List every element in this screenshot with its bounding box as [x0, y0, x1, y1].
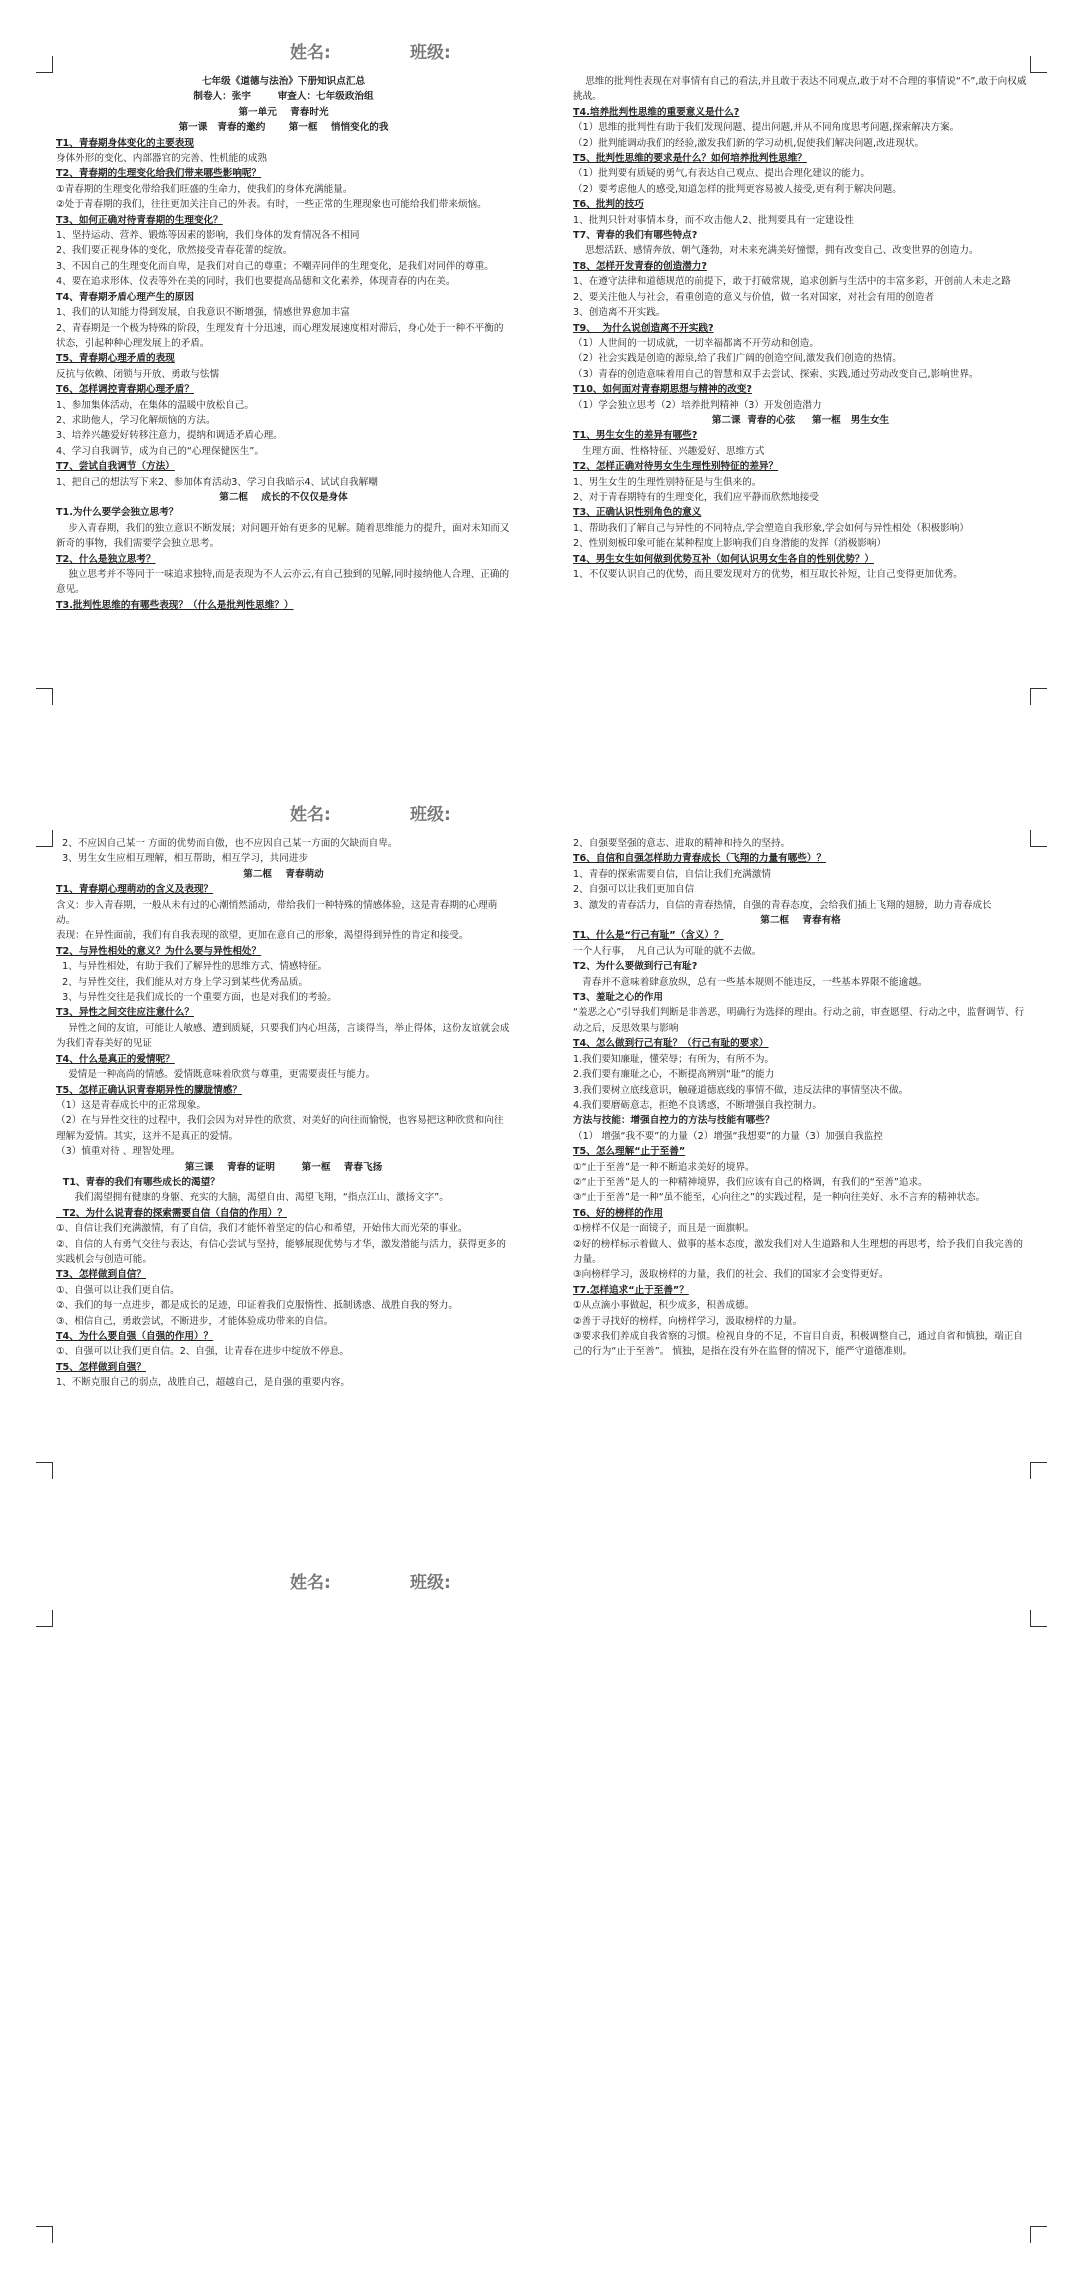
text-line: （1）学会独立思考（2）培养批判精神（3）开发创造潜力 — [573, 399, 822, 411]
page-3 — [0, 1520, 1080, 2286]
crop-mark — [1030, 56, 1047, 73]
question-heading: T7、尝试自我调节（方法） — [56, 461, 175, 473]
name-label: 姓名: — [290, 43, 331, 63]
text-line: 3、创造离不开实践。 — [573, 307, 666, 319]
text-line: 4、学习自我调节，成为自己的“心理保健医生”。 — [56, 445, 264, 457]
text-line: ①、自强可以让我们更自信。2、自强，让青春在进步中绽放不停息。 — [56, 1346, 349, 1358]
text-line: （2）在与异性交往的过程中，我们会因为对异性的欣赏、对美好的向往而愉悦，也容易把这种欣赏和向往理解为爱情。其实，这并不是真正的爱情。 — [56, 1115, 504, 1142]
question-heading: T4、什么是真正的爱情呢？ — [56, 1053, 175, 1065]
section-title: 第三课 青春的证明 第一框 青春飞扬 — [184, 1161, 383, 1173]
text-line: 1、我们的认知能力得到发展，自我意识不断增强，情感世界愈加丰富 — [56, 307, 350, 319]
crop-mark — [36, 830, 53, 847]
text-line: 1、男生女生的生理性别特征是与生俱来的。 — [573, 476, 762, 488]
question-heading: T6、批判的技巧 — [573, 199, 644, 211]
text-line: 一个人行事， 凡自己认为可耻的就不去做。 — [573, 945, 762, 957]
question-heading: 方法与技能：增强自控力的方法与技能有哪些？ — [573, 1115, 775, 1127]
question-heading: T2、为什么要做到行己有耻? — [573, 961, 698, 973]
text-line: ②处于青春期的我们，往往更加关注自己的外表。有时，一些正常的生理现象也可能给我们带来烦恼。 — [56, 199, 487, 211]
question-heading: T3、异性之间交往应注意什么？ — [56, 1007, 194, 1019]
question-heading: T2、怎样正确对待男女生生理性别特征的差异？ — [573, 461, 779, 473]
class-label: 班级: — [410, 43, 451, 63]
name-label: 姓名: — [290, 1573, 331, 1593]
crop-mark — [1030, 1462, 1047, 1479]
text-line: ③要求我们养成自我省察的习惯。检视自身的不足，不盲目自责，积极调整自己，通过自省和慎独，端正自己的行为“止于至善”。 慎独，是指在没有外在监督的情况下，能严守道德准则。 — [573, 1331, 1023, 1358]
section-title: 第二框 青春萌动 — [243, 868, 324, 880]
class-label: 班级: — [410, 1573, 451, 1593]
text-line: 2、青春期是一个极为特殊的阶段，生理发育十分迅速，而心理发展速度相对滞后，身心处于一种不平衡的状态，引起种种心理发展上的矛盾。 — [56, 322, 504, 349]
text-line: （2）要考虑他人的感受,知道怎样的批判更容易被人接受,更有利于解决问题。 — [573, 183, 902, 195]
text-line: ②“止于至善”是人的一种精神境界，我们应该有自己的格调，有我们的“至善”追求。 — [573, 1176, 928, 1188]
text-line: ②、我们的每一点进步，都是成长的足迹，印证着我们克服惰性、抵制诱惑、战胜自我的努力。 — [56, 1300, 458, 1312]
right-column — [573, 836, 1028, 1456]
question-heading: T1、青春期身体变化的主要表现 — [56, 137, 194, 149]
question-heading: T4、为什么要自强（自强的作用）？ — [56, 1331, 214, 1342]
text-line: 2、与异性交往，我们能从对方身上学习到某些优秀品质。 — [56, 976, 309, 988]
left-column — [56, 74, 511, 684]
text-line: 1、把自己的想法写下来2、参加体育活动3、学习自我暗示4、试试自我解嘲 — [56, 476, 378, 488]
text-line: 2、不应因自己某一 方面的优势而自傲，也不应因自己某一方面的欠缺而自卑。 — [56, 838, 398, 849]
question-heading: T3、正确认识性别角色的意义 — [573, 507, 702, 519]
section-title: 七年级《道德与法治》下册知识点汇总 — [201, 76, 366, 87]
crop-mark — [36, 1610, 53, 1627]
text-line: 3、激发的青春活力，自信的青春热情，自强的青春态度，会给我们插上飞翔的翅膀，助力青春成长 — [573, 899, 992, 911]
text-line: 4.我们要磨砺意志，拒绝不良诱惑，不断增强自我控制力。 — [573, 1099, 822, 1111]
section-title: 第二框 青春有格 — [760, 915, 841, 927]
crop-mark — [1030, 688, 1047, 705]
question-heading: T4、男生女生如何做到优势互补（如何认识男女生各自的性别优势？） — [573, 553, 875, 565]
text-line: ①、自强可以让我们更自信。 — [56, 1284, 180, 1296]
text-line: 我们渴望拥有健康的身躯、充实的大脑，渴望自由、渴望飞翔，“指点江山、激扬文字”。 — [56, 1192, 449, 1204]
question-heading: T1、男生女生的差异有哪些? — [573, 430, 698, 442]
text-line: 3、不因自己的生理变化而自卑，是我们对自己的尊重；不嘲弄同伴的生理变化，是我们对同伴的尊重。 — [56, 260, 494, 272]
crop-mark — [36, 1462, 53, 1479]
text-line: 2、我们要正视身体的变化，欣然接受青春花蕾的绽放。 — [56, 245, 293, 257]
text-line: （1）思维的批判性有助于我们发现问题、提出问题,并从不同角度思考问题,探索解决方案。 — [573, 122, 960, 134]
class-label: 班级: — [410, 805, 451, 825]
question-heading: T3、怎样做到自信？ — [56, 1269, 146, 1281]
text-line: ①榜样不仅是一面镜子，而且是一面旗帜。 — [573, 1223, 755, 1235]
text-line: 思维的批判性表现在对事情有自己的看法,并且敢于表达不同观点,敢于对不合理的事情说“不”,敢于向权威挑战。 — [573, 76, 1027, 103]
text-line: 2、自强要坚强的意志、进取的精神和持久的坚持。 — [573, 838, 791, 849]
text-line: （3）慎重对待 、理智处理。 — [56, 1146, 181, 1158]
text-line: 2、求助他人，学习化解烦恼的方法。 — [56, 414, 216, 426]
crop-mark — [1030, 1610, 1047, 1627]
text-line: 步入青春期，我们的独立意识不断发展；对问题开始有更多的见解。随着思维能力的提升，面对未知而又新奇的事物，我们需要学会独立思考。 — [56, 522, 510, 550]
text-line: （2）批判能调动我们的经验,激发我们新的学习动机,促使我们解决问题,改进现状。 — [573, 137, 925, 149]
text-line: 2、性别刻板印象可能在某种程度上影响我们自身潜能的发挥（消极影响） — [573, 538, 887, 550]
text-line: （1）这是青春成长中的正常现象。 — [56, 1099, 207, 1111]
text-line: ③“止于至善”是一种“虽不能至，心向往之”的实践过程，是一种向往美好、永不言弃的精神状态。 — [573, 1192, 986, 1204]
question-heading: T5、青春期心理矛盾的表现 — [56, 353, 175, 365]
question-heading: T3.批判性思维的有哪些表现？（什么是批判性思维？） — [56, 599, 294, 611]
text-line: （1）批判要有质疑的勇气,有表达自己观点、提出合理化建议的能力。 — [573, 168, 870, 180]
crop-mark — [1030, 2226, 1047, 2243]
text-line: （1）人世间的一切成就，一切幸福都离不开劳动和创造。 — [573, 337, 819, 349]
question-heading: T5、怎么理解“止于至善” — [573, 1146, 686, 1158]
text-line: 1、与异性相处，有助于我们了解异性的思维方式、情感特征。 — [56, 961, 328, 973]
text-line: ②、自信的人有勇气交往与表达，有信心尝试与坚持，能够展现优势与才华，激发潜能与活力，获得更多的实践机会与创造可能。 — [56, 1238, 506, 1265]
question-heading: T10、如何面对青春期思想与精神的改变? — [573, 384, 752, 396]
text-line: 1、在遵守法律和道德规范的前提下，敢于打破常规，追求创新与生活中的丰富多彩，开创前人未走之路 — [573, 276, 1011, 288]
question-heading: T8、怎样开发青春的创造潜力? — [573, 260, 707, 272]
text-line: 3、男生女生应相互理解，相互帮助，相互学习，共同进步 — [56, 853, 309, 865]
page-2 — [0, 760, 1080, 1520]
text-line: 1、不仅要认识自己的优势，而且要发现对方的优势，相互取长补短，让自己变得更加优秀。 — [573, 569, 963, 580]
text-line: 2.我们要有廉耻之心，不断提高辨别“耻”的能力 — [573, 1069, 775, 1081]
section-title: 第二课 青春的心弦 第一框 男生女生 — [711, 414, 890, 426]
question-heading: T2、青春期的生理变化给我们带来哪些影响呢？ — [56, 168, 262, 180]
text-line: 反抗与依赖、闭锁与开放、勇敢与怯懦 — [56, 368, 220, 380]
left-column — [56, 836, 511, 1456]
question-heading: T6、自信和自强怎样助力青春成长（飞翔的力量有哪些）？ — [573, 853, 827, 865]
text-line: ①青春期的生理变化带给我们旺盛的生命力，使我们的身体充满能量。 — [56, 183, 353, 195]
question-heading: T3、如何正确对待青春期的生理变化？ — [56, 214, 223, 226]
question-heading: T2、什么是独立思考？ — [56, 553, 156, 565]
text-line: （3）青春的创造意味着用自己的智慧和双手去尝试、探索、实践,通过劳动改变自己,影响世界。 — [573, 368, 979, 380]
question-heading: T1、青春的我们有哪些成长的渴望？ — [56, 1176, 220, 1188]
right-column — [573, 74, 1028, 684]
text-line: ③、相信自己，勇敢尝试，不断进步，才能体验成功带来的自信。 — [56, 1315, 334, 1327]
text-line: 爱情是一种高尚的情感。爱情既意味着欣赏与尊重，更需要责任与能力。 — [56, 1069, 376, 1081]
text-line: 1、青春的探索需要自信，自信让我们充满激情 — [573, 868, 771, 880]
text-line: 异性之间的友谊，可能让人敏感、遭到质疑，只要我们内心坦荡，言谈得当，举止得体，这份友谊就会成为我们青春美好的见证 — [56, 1022, 510, 1050]
text-line: ②善于寻找好的榜样，向榜样学习，汲取榜样的力量。 — [573, 1315, 803, 1327]
text-line: （2）社会实践是创造的源泉,给了我们广阔的创造空间,激发我们创造的热情。 — [573, 353, 902, 365]
section-title: 第一单元 青春时光 — [238, 106, 329, 118]
text-line: （1） 增强“我不要”的力量（2）增强“我想要”的力量（3）加强自我监控 — [573, 1130, 883, 1142]
question-heading: T6、怎样调控青春期心理矛盾？ — [56, 384, 194, 396]
text-line: 2、自强可以让我们更加自信 — [573, 884, 695, 896]
question-heading: T4、青春期矛盾心理产生的原因 — [56, 291, 194, 303]
question-heading: T6、好的榜样的作用 — [573, 1207, 663, 1219]
question-heading: T5、批判性思维的要求是什么？如何培养批判性思维？ — [573, 153, 807, 165]
question-heading: T2、与异性相处的意义？为什么要与异性相处？ — [56, 945, 262, 957]
crop-mark — [36, 56, 53, 73]
text-line: ①从点滴小事做起，积少成多，积善成德。 — [573, 1300, 755, 1312]
question-heading: T1.为什么要学会独立思考？ — [56, 507, 179, 519]
question-heading: T1、什么是“行己有耻”（含义）？ — [573, 930, 724, 942]
text-line: ②好的榜样标示着做人、做事的基本态度，激发我们对人生道路和人生理想的再思考，给予我们自我完善的力量。 — [573, 1238, 1023, 1265]
section-title: 制卷人：张宇 审查人：七年级政治组 — [193, 91, 374, 103]
crop-mark — [1030, 830, 1047, 847]
text-line: 表现：在异性面前，我们有自我表现的欲望，更加在意自己的形象，渴望得到异性的肯定和接受。 — [56, 930, 469, 942]
text-line: “羞恶之心”引导我们判断是非善恶，明确行为选择的理由。行动之前，审查愿望、行动之中，监督调节、行动之后，反思效果与影响 — [573, 1007, 1025, 1034]
text-line: 1、参加集体活动，在集体的温暖中放松自己。 — [56, 399, 254, 411]
question-heading: T4.培养批判性思维的重要意义是什么? — [573, 106, 740, 118]
text-line: 含义：步入青春期，一般从未有过的心潮悄然涌动，带给我们一种特殊的情感体验，这是青春期的心理萌动。 — [56, 899, 498, 927]
text-line: 独立思考并不等同于一味追求独特,而是表现为不人云亦云,有自己独到的见解,同时接纳他人合理、正确的意见。 — [56, 569, 510, 596]
question-heading: T4、怎么做到行己有耻？（行己有耻的要求） — [573, 1038, 769, 1050]
question-heading: T3、羞耻之心的作用 — [573, 992, 663, 1004]
text-line: 1、坚持运动、营养、锻炼等因素的影响，我们身体的发育情况各不相同 — [56, 230, 360, 242]
question-heading: T5、怎样正确认识青春期异性的朦胧情感？ — [56, 1084, 242, 1096]
text-line: 1、批判只针对事情本身，而不攻击他人2、批判要具有一定建设性 — [573, 214, 854, 226]
page-1 — [0, 0, 1080, 760]
text-line: 生理方面、性格特征、兴趣爱好、思维方式 — [573, 445, 765, 457]
text-line: 2、要关注他人与社会，看重创造的意义与价值，做一名对国家，对社会有用的创造者 — [573, 291, 935, 303]
text-line: 身体外形的变化、内部器官的完善、性机能的成熟 — [56, 153, 268, 165]
section-title: 第二框 成长的不仅仅是身体 — [219, 491, 348, 503]
text-line: 3、与异性交往是我们成长的一个重要方面，也是对我们的考验。 — [56, 992, 337, 1004]
name-label: 姓名: — [290, 805, 331, 825]
text-line: 思想活跃、感情奔放、朝气蓬勃，对未来充满美好憧憬，拥有改变自己、改变世界的创造力。 — [573, 245, 979, 257]
crop-mark — [36, 2226, 53, 2243]
text-line: 1.我们要知廉耻，懂荣辱；有所为，有所不为。 — [573, 1053, 775, 1065]
text-line: 青春并不意味着肆意放纵，总有一些基本规则不能违反，一些基本界限不能逾越。 — [573, 976, 928, 988]
text-line: ①、自信让我们充满激情，有了自信，我们才能怀着坚定的信心和希望，开始伟大而光荣的事业。 — [56, 1223, 468, 1235]
question-heading: T7、青春的我们有哪些特点? — [573, 230, 698, 242]
text-line: 3、培养兴趣爱好转移注意力，提纳和调适矛盾心理。 — [56, 430, 283, 442]
text-line: ③向榜样学习，汲取榜样的力量，我们的社会、我们的国家才会变得更好。 — [573, 1269, 889, 1281]
question-heading: T9、 为什么说创造离不开实践? — [573, 322, 714, 334]
text-line: 4、要在追求形体、仪表等外在美的同时，我们也要提高品德和文化素养，体现青春的内在美。 — [56, 276, 456, 288]
question-heading: T2、为什么说青春的探索需要自信（自信的作用）？ — [56, 1207, 287, 1219]
text-line: 2、对于青春期特有的生理变化，我们应平静而欣然地接受 — [573, 491, 819, 503]
text-line: 3.我们要树立底线意识，触碰道德底线的事情不做，违反法律的事情坚决不做。 — [573, 1084, 909, 1096]
question-heading: T1、青春期心理萌动的含义及表现？ — [56, 884, 214, 896]
crop-mark — [36, 688, 53, 705]
text-line: 1、帮助我们了解自己与异性的不同特点,学会塑造自我形象,学会如何与异性相处（积极影响） — [573, 522, 969, 534]
text-line: ①“止于至善”是一种不断追求美好的境界。 — [573, 1161, 755, 1173]
question-heading: T7.怎样追求“止于至善”？ — [573, 1284, 689, 1296]
section-title: 第一课 青春的邀约 第一框 悄悄变化的我 — [178, 122, 389, 134]
text-line: 1、不断克服自己的弱点，战胜自己，超越自己，是自强的重要内容。 — [56, 1377, 350, 1389]
question-heading: T5、怎样做到自强？ — [56, 1361, 146, 1373]
